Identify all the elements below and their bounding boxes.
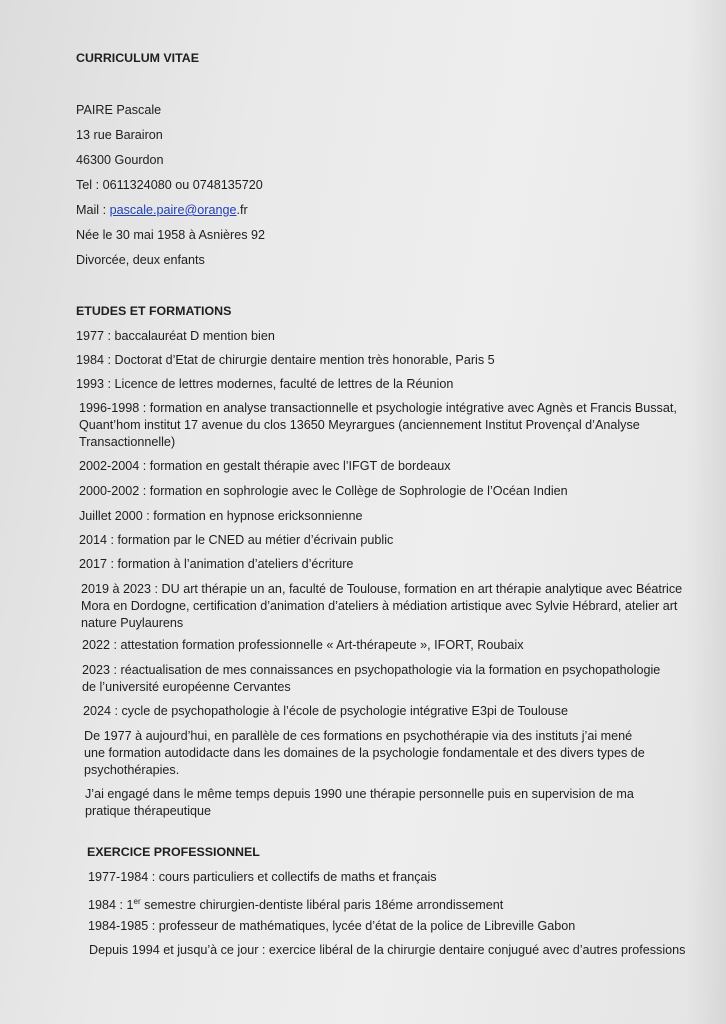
address-street: 13 rue Barairon: [76, 128, 163, 142]
study-item: J’ai engagé dans le même temps depuis 1990 une thérapie personnelle puis en supervision de ma pratique thérapeutique: [85, 787, 634, 818]
study-item: 2002-2004 : formation en gestalt thérapie avec l’IFGT de bordeaux: [79, 459, 451, 473]
study-item: 2019 à 2023 : DU art thérapie un an, faculté de Toulouse, formation en art thérapie analytique avec Béatrice Mora en Dordogne, certification d’animation d’ateliers à médiation artistique avec Sylvie Hébrard, atelier art nature Puylaurens: [81, 582, 683, 630]
study-item: 2000-2002 : formation en sophrologie avec le Collège de Sophrologie de l’Océan Indien: [79, 484, 568, 498]
studies-heading: ETUDES ET FORMATIONS: [76, 304, 232, 318]
work-item-1984-sup: er: [133, 897, 141, 906]
study-item: De 1977 à aujourd’hui, en parallèle de ces formations en psychothérapie via des instituts j’ai mené une formation autodidacte dans les domaines de la psychologie fondamentale et des divers types de psychothérapies.: [84, 729, 645, 777]
work-item-1984-prefix: 1984 : 1: [88, 898, 134, 913]
work-item-1984-suffix: semestre chirurgien-dentiste libéral paris 18éme arrondissement: [140, 898, 504, 913]
study-item: 2023 : réactualisation de mes connaissances en psychopathologie via la formation en psychopathologie de l’université européenne Cervantes: [82, 663, 661, 694]
address-city: 46300 Gourdon: [76, 153, 164, 167]
mail-link[interactable]: pascale.paire@orange: [109, 203, 237, 217]
page-edge-shadow: [686, 0, 726, 1024]
work-item: Depuis 1994 et jusqu’à ce jour : exercice libéral de la chirurgie dentaire conjugué avec d’autres professions: [89, 943, 686, 957]
study-item: 1996-1998 : formation en analyse transactionnelle et psychologie intégrative avec Agnès et Francis Bussat, Quant’hom institut 17 avenue du clos 13650 Meyrargues (anciennement Institut Provençal d’Analyse Transactionnelle): [79, 401, 677, 449]
person-name: PAIRE Pascale: [76, 103, 162, 117]
study-item: 2014 : formation par le CNED au métier d’écrivain public: [79, 533, 394, 547]
study-item: 2022 : attestation formation professionnelle « Art-thérapeute », IFORT, Roubaix: [82, 638, 524, 652]
work-heading: EXERCICE PROFESSIONNEL: [87, 845, 260, 859]
study-item: 1984 : Doctorat d’Etat de chirurgie dentaire mention très honorable, Paris 5: [76, 353, 495, 367]
mail-label: Mail :: [76, 203, 110, 217]
cv-title: CURRICULUM VITAE: [76, 51, 199, 65]
work-item: [88, 893, 698, 914]
study-item: 1977 : baccalauréat D mention bien: [76, 329, 275, 343]
work-item: 1977-1984 : cours particuliers et collectifs de maths et français: [88, 870, 437, 884]
work-item: 1984-1985 : professeur de mathématiques, lycée d’état de la police de Libreville Gabon: [88, 919, 576, 933]
birth-line: Née le 30 mai 1958 à Asnières 92: [76, 228, 266, 242]
mail-line: [76, 202, 686, 219]
study-item: 1993 : Licence de lettres modernes, faculté de lettres de la Réunion: [76, 377, 454, 391]
study-item: 2024 : cycle de psychopathologie à l’école de psychologie intégrative E3pi de Toulouse: [83, 704, 568, 718]
study-item: Juillet 2000 : formation en hypnose ericksonnienne: [79, 509, 363, 523]
mail-suffix: .fr: [236, 203, 248, 217]
study-item: 2017 : formation à l’animation d’ateliers d’écriture: [79, 557, 354, 571]
phone-line: Tel : 0611324080 ou 0748135720: [76, 178, 263, 192]
family-line: Divorcée, deux enfants: [76, 253, 205, 267]
